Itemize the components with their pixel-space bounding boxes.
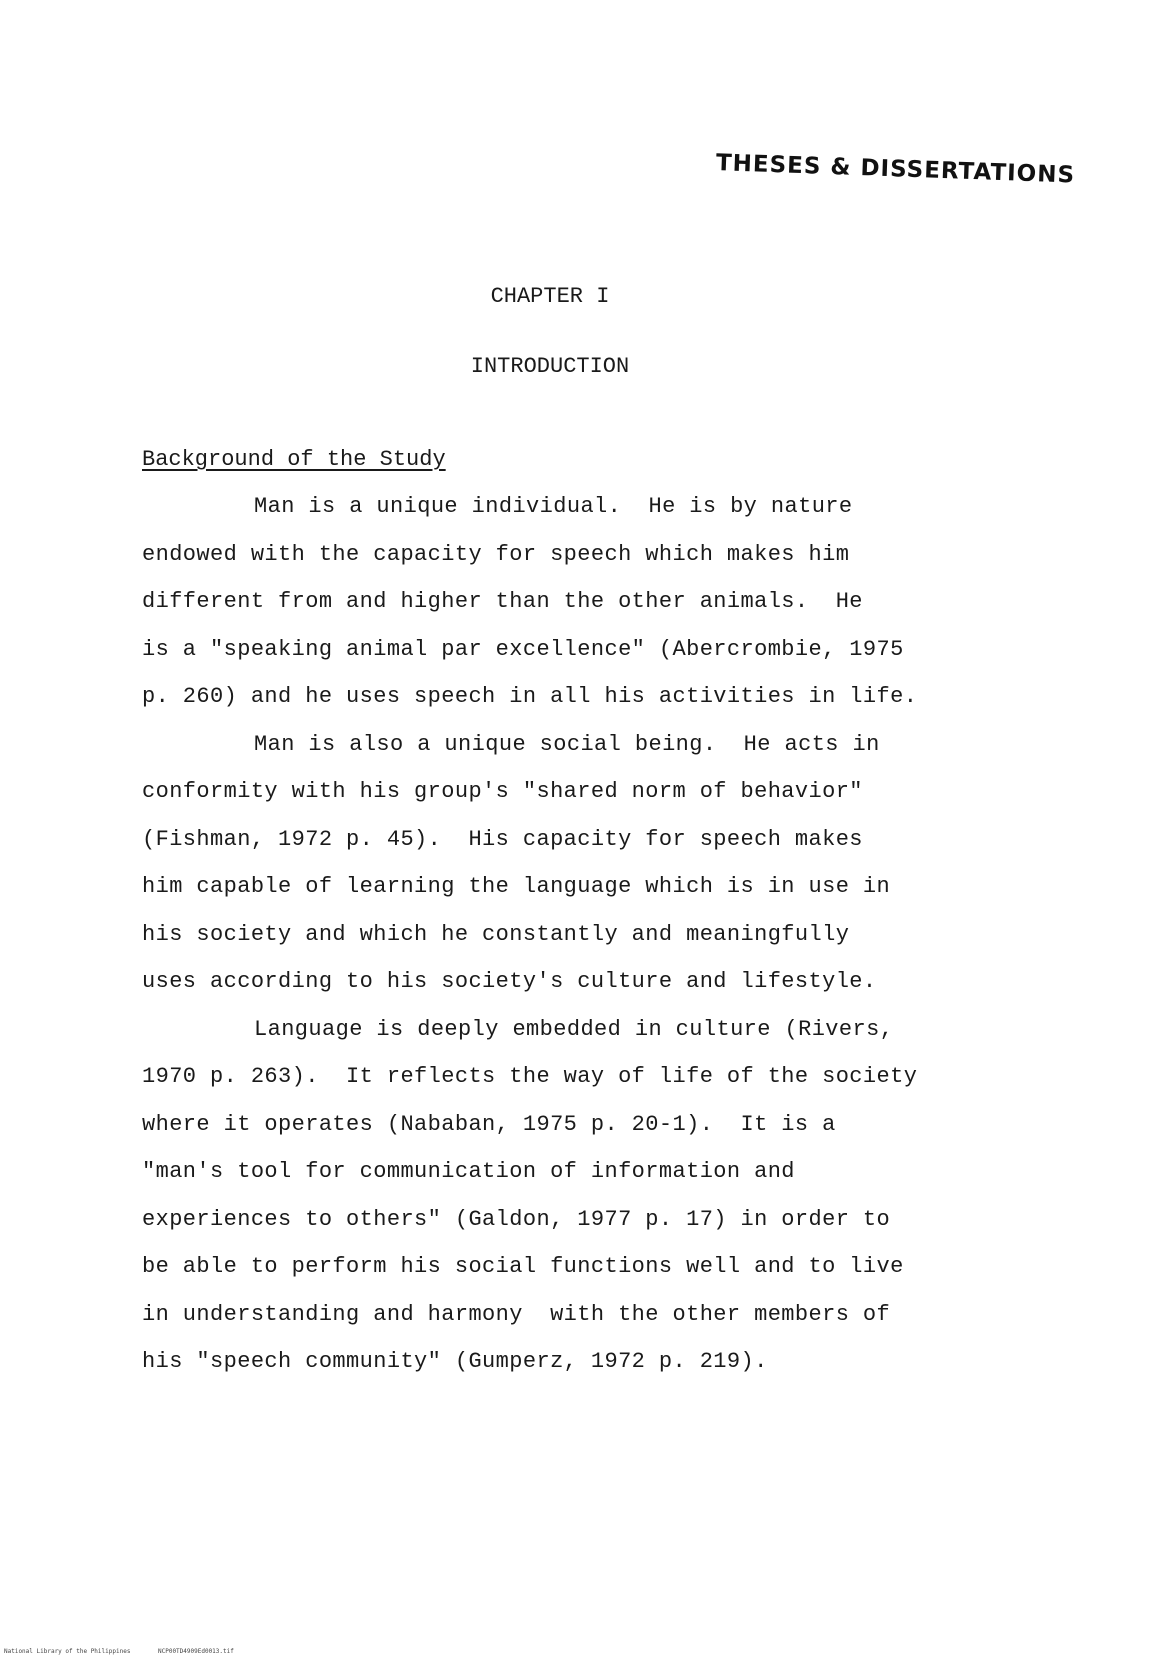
body-line: (Fishman, 1972 p. 45). His capacity for speech makes [142, 826, 863, 852]
section-title: INTRODUCTION [470, 354, 630, 379]
body-line: him capable of learning the language which is in use in [142, 874, 891, 899]
body-line: his society and which he constantly and meaningfully [142, 921, 850, 947]
chapter-label: CHAPTER I [490, 284, 610, 309]
body-line: endowed with the capacity for speech which makes him [142, 541, 850, 567]
body-line: where it operates (Nababan, 1975 p. 20-1). It is a [142, 1111, 836, 1137]
body-line: experiences to others" (Galdon, 1977 p. 17) in order to [142, 1206, 891, 1232]
footer-library: National Library of the Philippines [4, 1648, 131, 1655]
body-line: in understanding and harmony with the other members of [142, 1301, 891, 1327]
body-line: be able to perform his social functions well and to live [142, 1254, 904, 1279]
body-line: "man's tool for communication of information and [142, 1159, 795, 1184]
body-line: his "speech community" (Gumperz, 1972 p. 219). [142, 1349, 768, 1374]
body-line: conformity with his group's "shared norm of behavior" [142, 779, 863, 804]
body-line: different from and higher than the other animals. He [142, 589, 863, 614]
body-line: p. 260) and he uses speech in all his activities in life. [142, 684, 918, 709]
body-line: Man is also a unique social being. He acts in [254, 731, 880, 757]
body-line: uses according to his society's culture and lifestyle. [142, 969, 877, 994]
body-line: Man is a unique individual. He is by nature [254, 494, 853, 519]
subheading: Background of the Study [142, 447, 446, 472]
body-line: Language is deeply embedded in culture (Rivers, [254, 1016, 894, 1042]
body-line: is a "speaking animal par excellence" (Abercrombie, 1975 [142, 636, 904, 662]
footer-file: NCP00TD4909Ed0013.tif [158, 1648, 234, 1655]
body-line: 1970 p. 263). It reflects the way of life of the society [142, 1064, 918, 1089]
theses-dissertations-stamp: THESES & DISSERTATIONS [715, 150, 1076, 189]
